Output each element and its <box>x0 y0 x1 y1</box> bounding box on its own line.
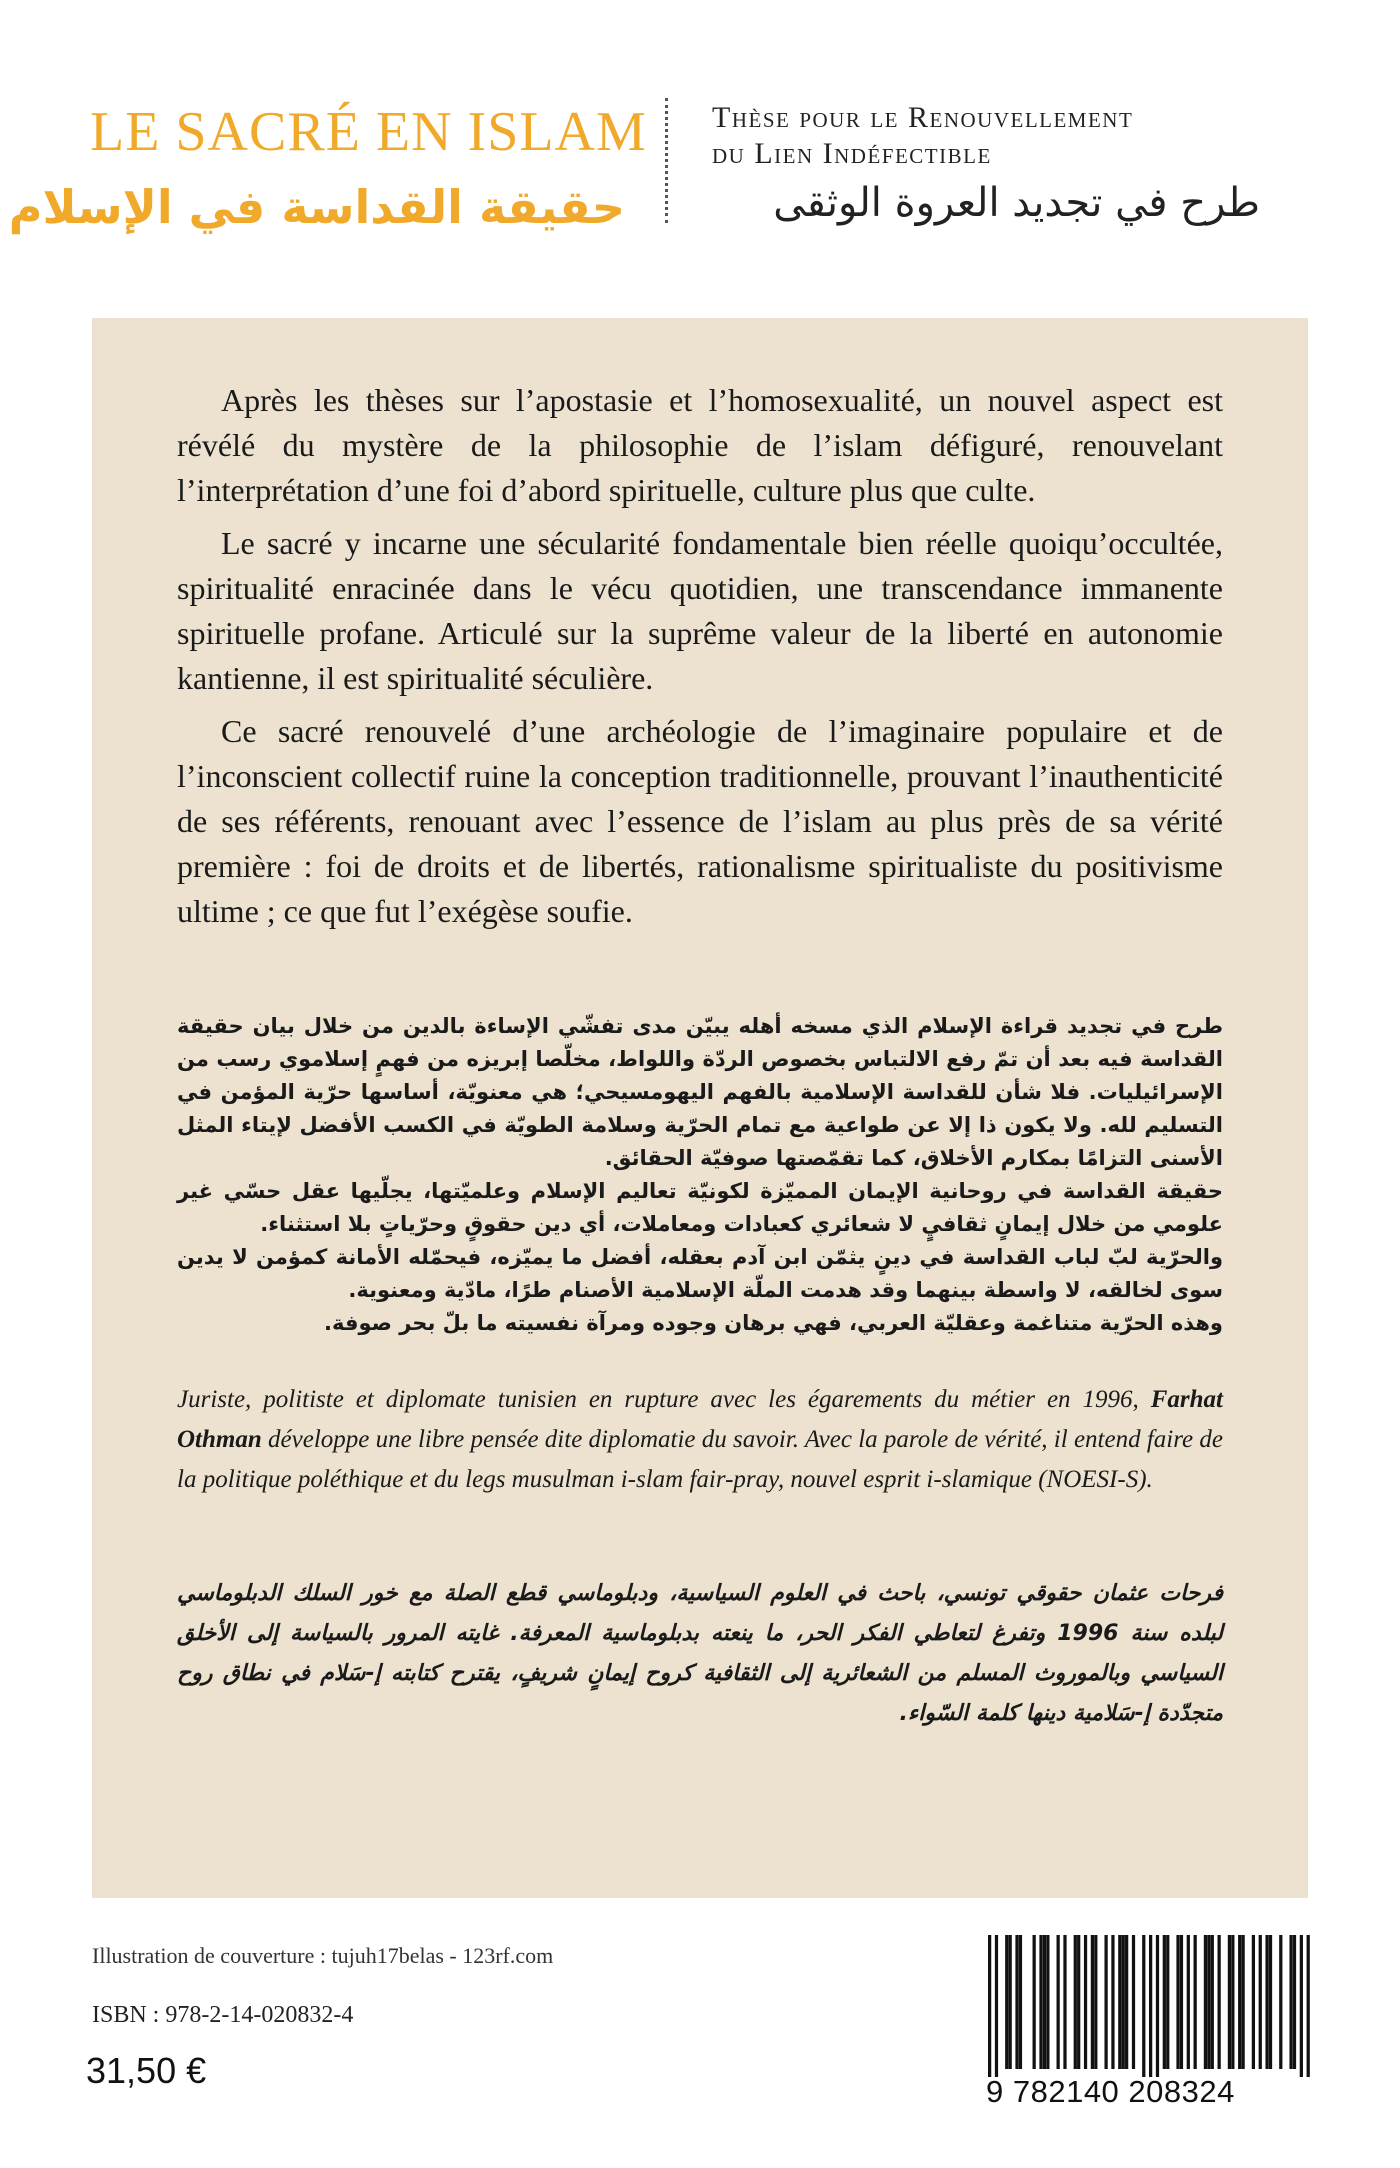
barcode-bar <box>1104 1935 1107 2069</box>
isbn: ISBN : 978-2-14-020832-4 <box>92 2002 354 2028</box>
back-cover-panel <box>92 318 1308 1898</box>
barcode-bar <box>1009 1935 1012 2069</box>
barcode-bar <box>1125 1935 1128 2069</box>
summary-arabic-paragraph: حقيقة القداسة في روحانية الإيمان المميّزة لكونيّة تعاليم الإسلام وعلميّتها، يجلّيها عقل حسّي غير علومي من خلال إيمانٍ ثقافيٍ لا شعائري كعبادات ومعاملات، أي دين حقوقٍ وحرّياتٍ بلا استثناء. <box>177 1179 1223 1236</box>
summary-french-paragraph: Ce sacré renouvelé d’une archéologie de l’imaginaire populaire et de l’inconscient collectif ruine la conception traditionnelle, prouvant l’inauthenticité de ses référents, renouant avec l’essence de l’islam au plus près de sa vérité première : foi de droits et de libertés, rationalisme spiritualiste du positivisme ultime ; ce que fut l’exégèse soufie. <box>177 713 1223 929</box>
barcode-bar <box>1033 1935 1036 2069</box>
barcode-bar <box>1163 1935 1166 2069</box>
summary-arabic-paragraph: وهذه الحرّية متناغمة وعقليّة العربي، فهي برهان وجوده ومرآة نفسيته ما بلّ بحر صوفة. <box>324 1311 1223 1335</box>
bio-french-text: Juriste, politiste et diplomate tunisien en rupture avec les égarements du métier en 1996, <box>177 1386 1139 1413</box>
barcode-bar <box>1252 1935 1255 2069</box>
cover-illustration-credit: Illustration de couverture : tujuh17belas - 123rf.com <box>92 1943 554 1968</box>
subtitle-arabic: طرح في تجديد العروة الوثقى <box>773 180 1260 226</box>
author-bio-arabic: فرحات عثمان حقوقي تونسي، باحث في العلوم السياسية، ودبلوماسي قطع الصلة مع خور السلك الدبلوماسي لبلده سنة 1996 وتفرغ لتعاطي الفكر الحر، ما ينعته بدبلوماسية المعرفة. غايته المرور بالسياسة إلى الأخلق السياسي وبالموروث المسلم من الشعائرية إلى الثقافية كروح إيمانٍ شريفٍ، يقترح كتابته إ-سَلام في نطاق روح متجدّدة إ-سَلامية دينها كلمة السّواء. <box>177 1581 1223 1726</box>
summary-arabic-paragraph: طرح في تجديد قراءة الإسلام الذي مسخه أهله يبيّن مدى تفشّي الإساءة بالدين من خلال بيان حقيقة القداسة فيه بعد أن تمّ رفع الالتباس بخصوص الردّة واللواط، مخلّصا إبريزه من فهمٍ إسلاموي رسب من الإسرائيليات. فلا شأن للقداسة الإسلامية بالفهم اليهومسيحي؛ هي معنويّة، أساسها حرّية المؤمن في التسليم لله. ولا يكون ذا إلا عن طواعية مع تمام الحرّية وسلامة الطويّة في الكسب الأفضل لإيتاء المثل الأسنى التزامًا بمكارم الأخلاق، كما تقمّصتها صوفيّة الحقائق. <box>177 1014 1223 1170</box>
barcode-bar <box>1057 1935 1060 2069</box>
summary-french <box>177 378 1223 942</box>
barcode-bar <box>1218 1935 1221 2069</box>
barcode-bar <box>1300 1935 1303 2077</box>
author-bio-french <box>177 1380 1223 1500</box>
barcode-bar <box>1019 1935 1022 2069</box>
title-arabic: حقيقة القداسة في الإسلام <box>8 180 625 234</box>
barcode-bar <box>1063 1935 1066 2069</box>
barcode-bar <box>1176 1935 1179 2069</box>
price: 31,50 € <box>86 2050 207 2091</box>
barcode-bar <box>1269 1935 1272 2069</box>
barcode-bar <box>1149 1935 1152 2077</box>
barcode-bar <box>1111 1935 1114 2069</box>
barcode-bar <box>1074 1935 1077 2069</box>
summary-arabic-paragraph: والحرّية لبّ لباب القداسة في دينٍ يثمّن ابن آدم بعقله، أفضل ما يميّزه، فيحمّله الأمانة كمؤمن لا يدين سوى لخالقه، لا واسطة بينهما وقد هدمت الملّة الإسلامية الأصنام طرًا، مادّية ومعنوية. <box>177 1245 1223 1302</box>
barcode-bar <box>1289 1935 1292 2069</box>
barcode-bar <box>1307 1935 1310 2077</box>
barcode-bar <box>1207 1935 1210 2069</box>
summary-french-paragraph: Le sacré y incarne une sécularité fondamentale bien réelle quoiqu’occultée, spiritualité enracinée dans le vécu quotidien, une transcendance immanente spirituelle profane. Articulé sur la suprême valeur de la liberté en autonomie kantienne, il est spiritualité séculière. <box>177 525 1223 696</box>
barcode <box>988 1935 1310 2077</box>
bio-french-text: développe une libre pensée dite diplomatie du savoir. Avec la parole de vérité, il entend faire de la politique poléthique et du legs musulman i-slam fair-pray, nouvel esprit i-slamique (NOESI-S). <box>177 1426 1224 1493</box>
barcode-bar <box>1091 1935 1094 2069</box>
barcode-bar <box>1005 1935 1008 2069</box>
title-french: LE SACRÉ EN ISLAM <box>90 101 647 163</box>
barcode-bar <box>1211 1935 1214 2069</box>
summary-french-paragraph: Après les thèses sur l’apostasie et l’homosexualité, un nouvel aspect est révélé du mystère de la philosophie de l’islam défiguré, renouvelant l’interprétation d’une foi d’abord spirituelle, culture plus que culte. <box>177 382 1223 508</box>
barcode-bar <box>1046 1935 1049 2069</box>
barcode-bar <box>1084 1935 1087 2069</box>
barcode-bar <box>1265 1935 1268 2069</box>
barcode-bar <box>1122 1935 1125 2069</box>
barcode-bar <box>988 1935 991 2077</box>
barcode-bar <box>1039 1935 1042 2069</box>
barcode-bar <box>1204 1935 1207 2069</box>
barcode-bar <box>1231 1935 1234 2069</box>
barcode-bar <box>1015 1935 1018 2069</box>
barcode-bar <box>995 1935 998 2077</box>
barcode-bar <box>1118 1935 1121 2069</box>
barcode-bar <box>1180 1935 1183 2069</box>
header <box>0 90 1400 250</box>
barcode-bar <box>1259 1935 1262 2069</box>
header-divider <box>665 98 668 223</box>
barcode-bar <box>1043 1935 1046 2069</box>
barcode-bar <box>1166 1935 1169 2069</box>
subtitle-french-line2: du Lien Indéfectible <box>712 137 992 170</box>
barcode-bar <box>1142 1935 1145 2077</box>
barcode-bar <box>1156 1935 1159 2077</box>
barcode-bar <box>1194 1935 1197 2069</box>
author-name: Farhat Othman <box>177 1386 1223 1453</box>
barcode-bar <box>1187 1935 1190 2069</box>
barcode-bar <box>1132 1935 1135 2069</box>
barcode-bar <box>1228 1935 1231 2069</box>
summary-arabic <box>177 1010 1223 1340</box>
barcode-bar <box>1077 1935 1080 2069</box>
barcode-digits: 9 782140 208324 <box>986 2074 1235 2109</box>
barcode-bar <box>1279 1935 1282 2069</box>
barcode-bar <box>1241 1935 1244 2069</box>
subtitle-french <box>712 100 1352 172</box>
barcode-bar <box>1094 1935 1097 2069</box>
barcode-bar <box>1238 1935 1241 2069</box>
subtitle-french-line1: Thèse pour le Renouvellement <box>712 101 1134 134</box>
barcode-bar <box>1293 1935 1296 2069</box>
